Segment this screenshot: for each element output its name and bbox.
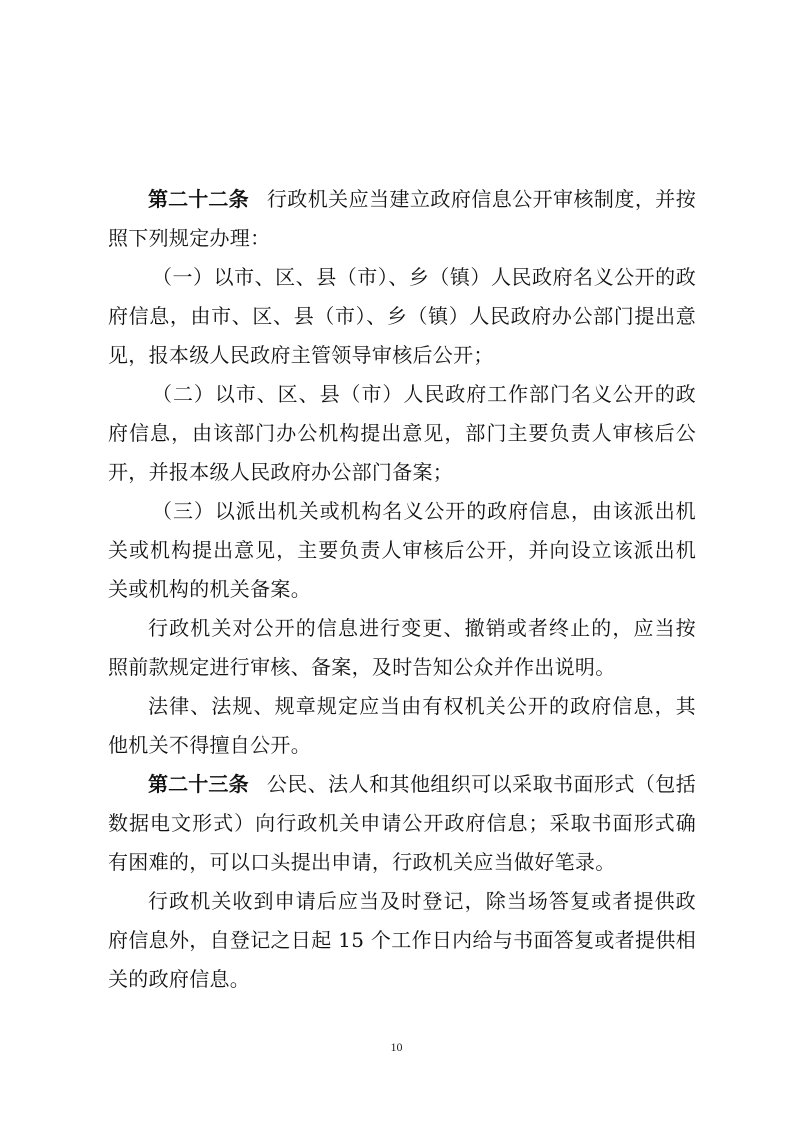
article-23-intro: 公民、法人和其他组织可以采取书面形式（包括数据电文形式）向行政机关申请公开政府信息；采取书面形式确有困难的，可以口头提出申请，行政机关应当做好笔录。 bbox=[108, 772, 696, 874]
article-22-paragraph-3: 法律、法规、规章规定应当由有权机关公开的政府信息，其他机关不得擅自公开。 bbox=[108, 694, 696, 757]
article-22-item-2: （二）以市、区、县（市）人民政府工作部门名义公开的政府信息，由该部门办公机构提出意见，部门主要负责人审核后公开，并报本级人民政府办公部门备案； bbox=[108, 382, 696, 484]
article-22-paragraph bbox=[108, 180, 696, 258]
article-23-heading: 第二十三条 bbox=[148, 772, 249, 796]
article-22-paragraph-2: 行政机关对公开的信息进行变更、撤销或者终止的，应当按照前款规定进行审核、备案，及时告知公众并作出说明。 bbox=[108, 616, 696, 679]
article-22-item-1: （一）以市、区、县（市）、乡（镇）人民政府名义公开的政府信息，由市、区、县（市）、乡（镇）人民政府办公部门提出意见，报本级人民政府主管领导审核后公开； bbox=[108, 265, 696, 367]
article-23-paragraph-2: 行政机关收到申请后应当及时登记，除当场答复或者提供政府信息外，自登记之日起 15 个工作日内给与书面答复或者提供相关的政府信息。 bbox=[108, 889, 696, 991]
article-22-item-3: （三）以派出机关或机构名义公开的政府信息，由该派出机关或机构提出意见，主要负责人审核后公开，并向设立该派出机关或机构的机关备案。 bbox=[108, 499, 696, 601]
document-body bbox=[108, 180, 696, 999]
page-number: 10 bbox=[390, 1040, 403, 1054]
article-23-paragraph bbox=[108, 765, 696, 882]
article-22-heading: 第二十二条 bbox=[148, 187, 249, 211]
article-22-intro: 行政机关应当建立政府信息公开审核制度，并按照下列规定办理： bbox=[108, 187, 696, 250]
